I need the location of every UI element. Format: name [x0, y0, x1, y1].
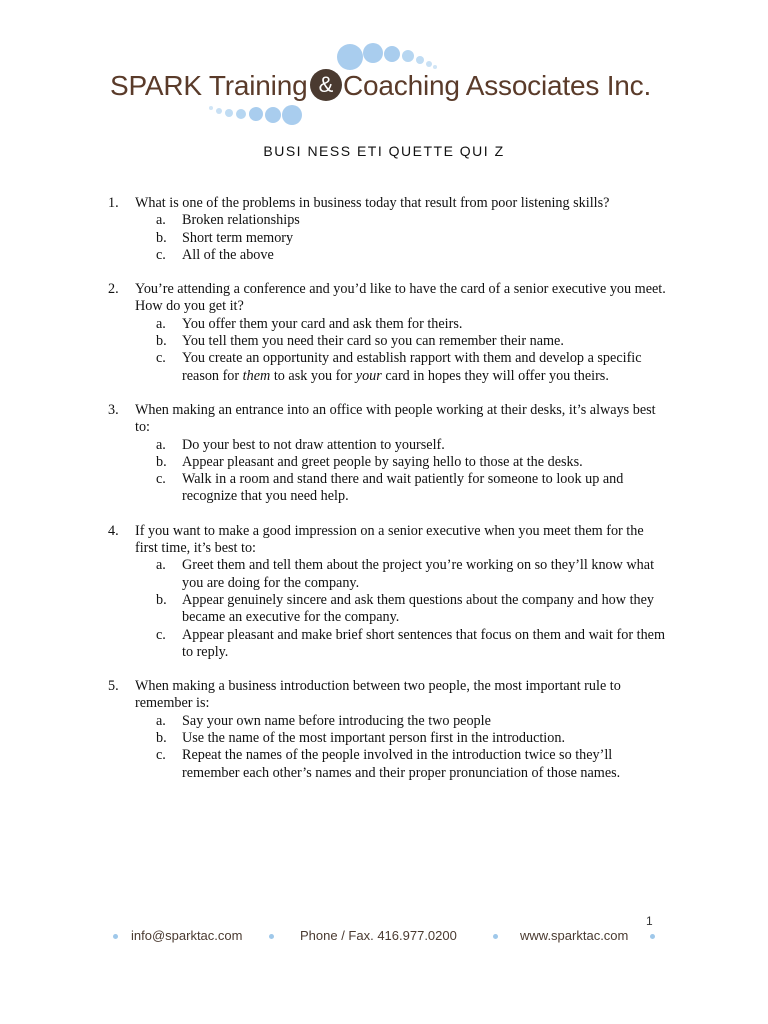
question-number: 5.	[108, 678, 119, 695]
option-c: c. Repeat the names of the people involved in the introduction twice so they’ll remember each other’s names and their proper pronunciation of those names.	[156, 747, 621, 781]
question-2	[108, 281, 668, 385]
question-1	[108, 195, 668, 264]
option-b: b. Appear genuinely sincere and ask them questions about the company and how they became an executive for the company.	[156, 591, 654, 626]
footer	[0, 928, 768, 948]
footer-phone: Phone / Fax. 416.977.0200	[300, 928, 457, 943]
page-number: 1	[646, 914, 653, 928]
logo-ampersand: &	[310, 69, 342, 101]
question-text: What is one of the problems in business today that result from poor listening skills?	[135, 195, 610, 211]
company-logo	[110, 40, 660, 130]
option-b: b. Use the name of the most important person first in the introduction.	[156, 730, 565, 747]
question-number: 2.	[108, 281, 119, 298]
bullet-dot-icon	[650, 934, 655, 939]
question-number: 4.	[108, 522, 119, 539]
question-text: If you want to make a good impression on a senior executive when you meet them for the first time, it’s best to:	[135, 522, 644, 557]
question-number: 1.	[108, 195, 119, 211]
question-5	[108, 678, 668, 782]
question-4	[108, 523, 668, 661]
option-c: c. Appear pleasant and make brief short sentences that focus on them and wait for them to reply.	[156, 626, 665, 660]
question-3	[108, 402, 668, 506]
bullet-dot-icon	[113, 934, 118, 939]
option-a: a. Greet them and tell them about the project you’re working on so they’ll know what you are doing for the company.	[156, 557, 655, 591]
option-a: a. You offer them your card and ask them for theirs.	[156, 315, 463, 332]
option-c: c. You create an opportunity and establish rapport with them and develop a specific reason for them to ask you for your card in hopes they will offer you theirs.	[156, 350, 642, 384]
bullet-dot-icon	[493, 934, 498, 939]
option-c: c. All of the above	[156, 246, 274, 263]
bullet-dot-icon	[269, 934, 274, 939]
option-a: a. Say your own name before introducing the two people	[156, 712, 491, 729]
question-list	[108, 195, 668, 799]
option-b: b. You tell them you need their card so you can remember their name.	[156, 333, 564, 350]
logo-text-left: SPARK Training	[110, 70, 308, 101]
quiz-title: BUSI NESS ETI QUETTE QUI Z	[263, 143, 505, 159]
footer-email-link[interactable]: info@sparktac.com	[131, 928, 243, 943]
question-number: 3.	[108, 401, 119, 418]
option-b: b. Short term memory	[156, 229, 294, 246]
question-text: You’re attending a conference and you’d like to have the card of a senior executive you meet. How do you get it?	[135, 281, 666, 315]
footer-website-link[interactable]: www.sparktac.com	[520, 928, 629, 943]
logo-text-right: Coaching Associates Inc.	[343, 70, 652, 101]
question-text: When making a business introduction between two people, the most important rule to remember is:	[135, 678, 621, 712]
option-b: b. Appear pleasant and greet people by saying hello to those at the desks.	[156, 453, 583, 470]
option-c: c. Walk in a room and stand there and wait patiently for someone to look up and recognize that you need help.	[156, 471, 624, 505]
option-a: a. Broken relationships	[156, 212, 300, 229]
option-a: a. Do your best to not draw attention to yourself.	[156, 436, 445, 453]
question-text: When making an entrance into an office with people working at their desks, it’s always best to:	[135, 401, 656, 436]
